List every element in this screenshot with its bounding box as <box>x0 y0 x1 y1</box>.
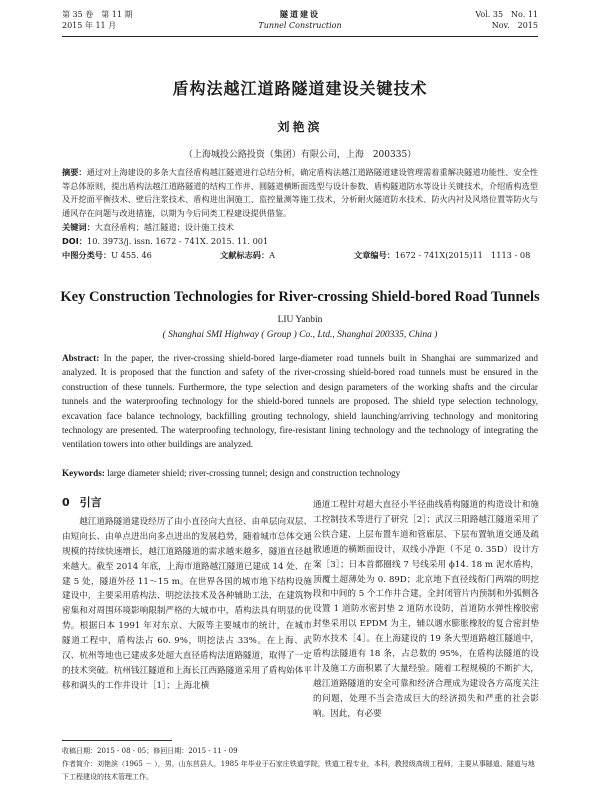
footnote <box>62 745 538 784</box>
issue-date-en: Nov. 2015 <box>491 21 538 30</box>
section-number: 0 <box>62 496 70 509</box>
article-number-value: 1672 - 741X(2015)11 1113 - 08 <box>394 250 531 260</box>
abstract-en-text: In the paper, the river-crossing shield-bored large-diameter road tunnels built in Shanghai are summarized and analyzed. It is proposed that the function and safety of the river-crossing shield-bored road tunnels must be ensured in the construction of these tunnels. Furthermore, the type selection and design parameters of the working shafts and the circular tunnels and the waterproofing technology for the shield-bored tunnels are proposed. The shield type selection technology, excavation face balance technology, backfilling grouting technology, shield launching/arriving technology and monitoring technology are presented. The waterproofing technology, fire-resistant lining technology and the technology of integrating the ventilation towers into other buildings are analyzed. <box>62 353 538 450</box>
title-en: Key Construction Technologies for River-crossing Shield-bored Road Tunnels <box>60 289 540 305</box>
doi-value: 10. 3973/j. issn. 1672 - 741X. 2015. 11. 001 <box>87 236 269 246</box>
clc-code <box>62 249 152 262</box>
journal-name <box>62 9 538 31</box>
footnote-divider <box>62 740 172 741</box>
header-divider <box>62 36 538 37</box>
issue-date: 2015 年 11 月 <box>62 21 117 30</box>
keywords-en-text: large diameter shield; river-crossing tunnel; design and construction technology <box>107 468 401 478</box>
affiliation-cn: （上海城投公路投资（集团）有限公司，上海 200335） <box>183 150 417 160</box>
article-number-label: 文章编号： <box>354 250 395 260</box>
clc-label: 中图分类号： <box>62 250 112 260</box>
journal-name-en: Tunnel Construction <box>258 21 342 30</box>
doc-code <box>220 249 275 262</box>
title-cn: 盾构法越江道路隧道建设关键技术 <box>172 79 428 98</box>
doi-line <box>62 235 538 249</box>
keywords-en-label: Keywords: <box>62 468 105 478</box>
footnote-author-info: 作者简介：刘艳滨（1965 － ），男，山东莒县人，1985 年毕业于石家庄铁道学院，铁道工程专业，本科，教授级高级工程师，主要从事隧道、隧道与地下工程建设的技术管理工作。 <box>62 760 535 781</box>
section-heading <box>62 496 312 511</box>
running-header <box>62 9 538 37</box>
clc-value: U 455. 46 <box>111 250 152 260</box>
footnote-dates: 收稿日期：2015 - 08 - 05；修回日期：2015 - 11 - 09 <box>62 747 238 755</box>
keywords-cn-text: 大直径盾构；越江隧道；设计施工技术 <box>94 222 234 232</box>
author-cn: 刘艳滨 <box>277 120 323 134</box>
affiliation-en: ( Shanghai SMI Highway ( Group ) Co., Ltd., Shanghai 200335, China ) <box>162 330 438 340</box>
abstract-en-label: Abstract: <box>62 353 100 363</box>
body-column-right <box>313 498 539 722</box>
article-number <box>354 249 530 262</box>
doi-label: DOI： <box>62 236 87 246</box>
intro-paragraph-left: 越江道路隧道建设经历了由小直径向大直径、由单层向双层、由短向长、由单点进出向多点进出的发展趋势，随着城市总体交通规模的持续快速增长，越江道路隧道的需求越来越多，隧道直径越来越大。截至 2014 年底，上海市道路越江隧道已建成 14 处、在建 5 处，隧道外径 11～15 m。在世界各国的城市地下结构设施建设中，主要采用盾构法、明挖法技术及各种辅助工法，在建筑物密集和对周围环境影响限制严格的大城市中，盾构法具有明显的优势。根据日本 1991 年对东京、大阪等主要城市的统计，在城市隧道工程中，盾构法占 60. 9%，明挖法占 33%。在上海、武汉、杭州等地也已建成多处超大直径盾构法道路隧道，取得了一定的技术突破。杭州钱江隧道和上海长江西路隧道采用了盾构始体平移和调头的工作井设计［1］；上海北横 <box>62 516 312 691</box>
abstract-cn <box>62 166 538 220</box>
author-en: LIU Yanbin <box>277 315 323 325</box>
section-title: 引言 <box>79 496 102 509</box>
doc-code-value: A <box>269 250 276 260</box>
abstract-en <box>62 351 538 452</box>
journal-name-cn: 隧道建设 <box>280 9 320 19</box>
keywords-cn <box>62 221 538 235</box>
keywords-en <box>62 466 538 480</box>
issue-info-en <box>475 9 538 31</box>
body-column-left <box>62 496 312 694</box>
doc-code-label: 文献标志码： <box>220 250 270 260</box>
volume-issue: 第 35 卷 第 11 期 <box>62 10 133 19</box>
intro-paragraph-right: 通道工程针对超大直径小半径曲线盾构隧道的构造设计和施工控制技术等进行了研究［2］；武汉三阳路越江隧道采用了公铁合建、上层布置车道和管廊层、下层布置轨道交通及疏散通道的横断面设计，双线小净距（不足 0. 35D）设计方案［3］；日本首都圈线 7 号线采用 ϕ14. 18 m 泥水盾构，顶覆土超薄处为 0. 89D；北京地下直径线衔门两端的明挖段和中间的 5 个工作井合建，全封闭管片内预制和外弧侧各设置 1 道防水密封垫 2 道防水设防，首道防水弹性橡胶密封垫采用以 EPDM 为主，辅以遇水膨胀橡胶的复合密封垫防水技术［4］。在上海建设的 19 条大型道路越江隧道中，盾构法隧道有 18 条，占总数的 95%，在盾构法隧道的设计及施工方面积累了大量经验。随着工程规模的不断扩大，越江道路隧道的安全可靠和经济合理成为建设各方高度关注的问题，处理不当会造成巨大的经济损失和严重的社会影响。因此，有必要 <box>313 500 539 719</box>
abstract-cn-label: 摘要： <box>62 167 87 177</box>
keywords-cn-label: 关键词： <box>62 222 95 232</box>
volume-issue-en: Vol. 35 No. 11 <box>475 10 538 19</box>
abstract-cn-text: 通过对上海建设的多条大直径盾构越江隧道进行总结分析，确定盾构法越江道路隧道建设管理需着重解决隧道功能性、安全性等总体原则，提出盾构法越江道路隧道的结构工作井、圆隧道横断面选型与设计参数、盾构隧道防水等设计关键技术，介绍盾构选型及开挖面平衡技术、壁后注浆技术、盾构进出洞施工、监控量测等施工技术，分析耐火隧道防水技术、防火内衬及风塔位置等防火与通风存在问题与改进措施，以期为今后同类工程建设提供借鉴。 <box>62 167 538 218</box>
